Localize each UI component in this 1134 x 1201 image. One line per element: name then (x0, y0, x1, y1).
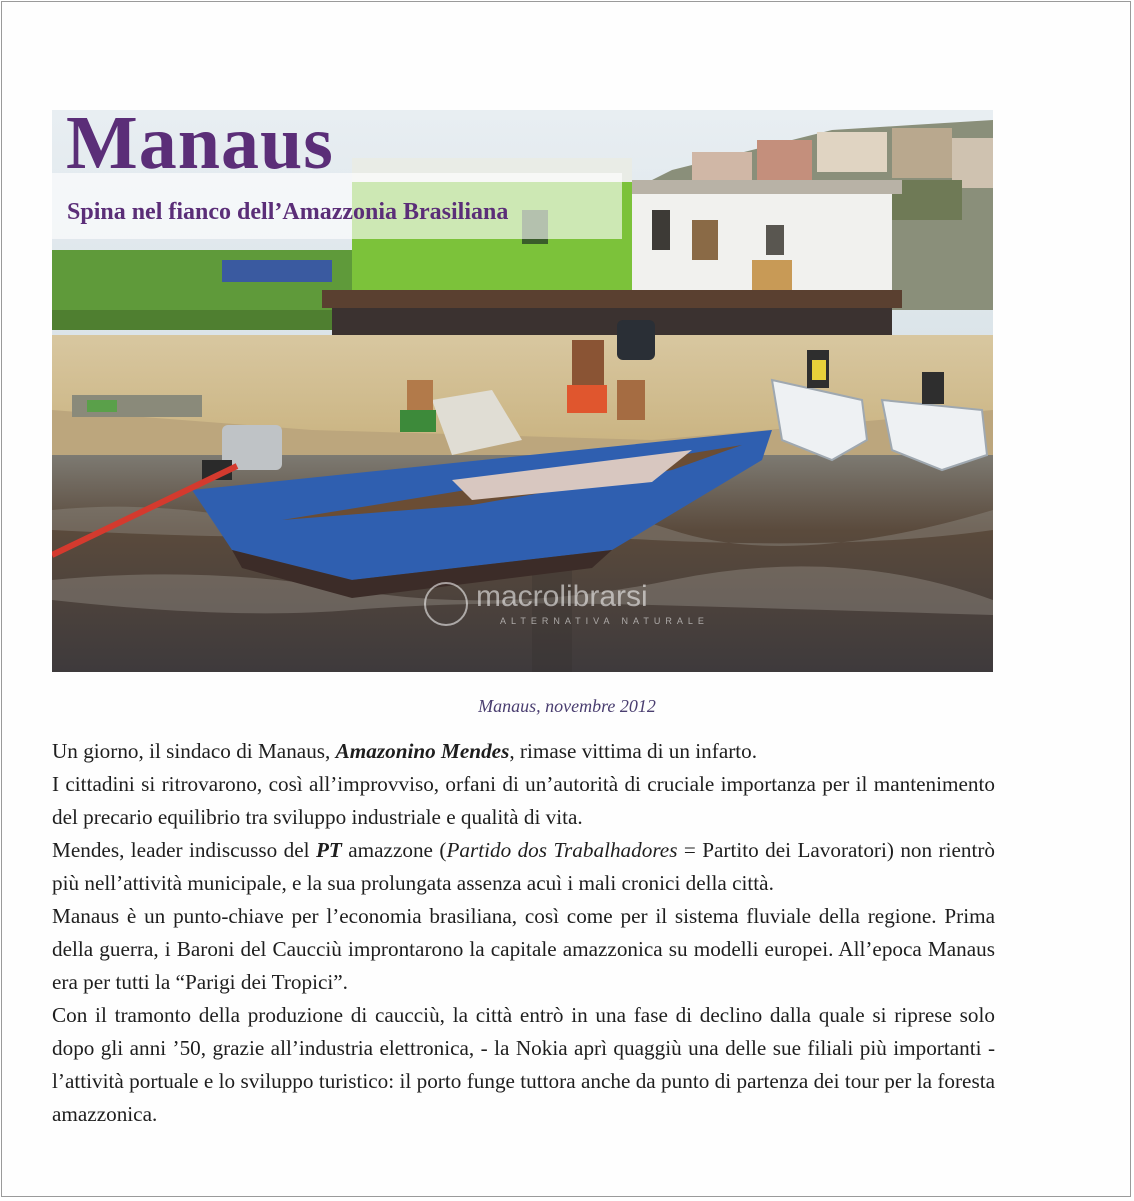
paragraph-3 (52, 834, 995, 900)
watermark-logo-icon (424, 582, 468, 626)
paragraph-1 (52, 735, 995, 768)
text-run: = Partito dei Lavoratori) non rientrò più nell’attività municipale, e la sua prolungata assenza acuì i mali cronici della città. (52, 838, 995, 895)
book-page (1, 1, 1131, 1197)
text-run: Mendes, leader indiscusso del (52, 838, 316, 862)
paragraph-2: I cittadini si ritrovarono, così all’improvviso, orfani di un’autorità di cruciale importanza per il mantenimento del precario equilibrio tra sviluppo industriale e qualità di vita. (52, 772, 995, 829)
article-body (52, 735, 995, 1131)
page-subtitle: Spina nel fianco dell’Amazzonia Brasiliana (67, 199, 509, 225)
watermark-tagline: ALTERNATIVA NATURALE (500, 616, 709, 626)
mayor-name: Amazonino Mendes (335, 739, 510, 763)
paragraph-4: Manaus è un punto-chiave per l’economia brasiliana, così come per il sistema fluviale della regione. Prima della guerra, i Baroni del Caucciù improntarono la capitale amazzonica su modelli europei. All’epoca Manaus era per tutti la “Parigi dei Tropici”. (52, 904, 995, 994)
photo-caption: Manaus, novembre 2012 (478, 696, 656, 716)
page-title: Manaus (66, 101, 334, 185)
paragraph-5: Con il tramonto della produzione di caucciù, la città entrò in una fase di declino dalla quale si riprese solo dopo gli anni ’50, grazie all’industria elettronica, - la Nokia aprì quaggiù una delle sue filiali più importanti - l’attività portuale e lo sviluppo turistico: il porto funge tuttora anche da punto di partenza dei tour per la foresta amazzonica. (52, 1003, 995, 1126)
watermark-text: macrolibrarsi (476, 580, 648, 613)
text-run: Un giorno, il sindaco di Manaus, (52, 739, 336, 763)
text-run: amazzone ( (341, 838, 447, 862)
text-run: , rimase vittima di un infarto. (509, 739, 758, 763)
party-full-name: Partido dos Trabalhadores (446, 838, 678, 862)
party-acronym: PT (315, 838, 342, 862)
